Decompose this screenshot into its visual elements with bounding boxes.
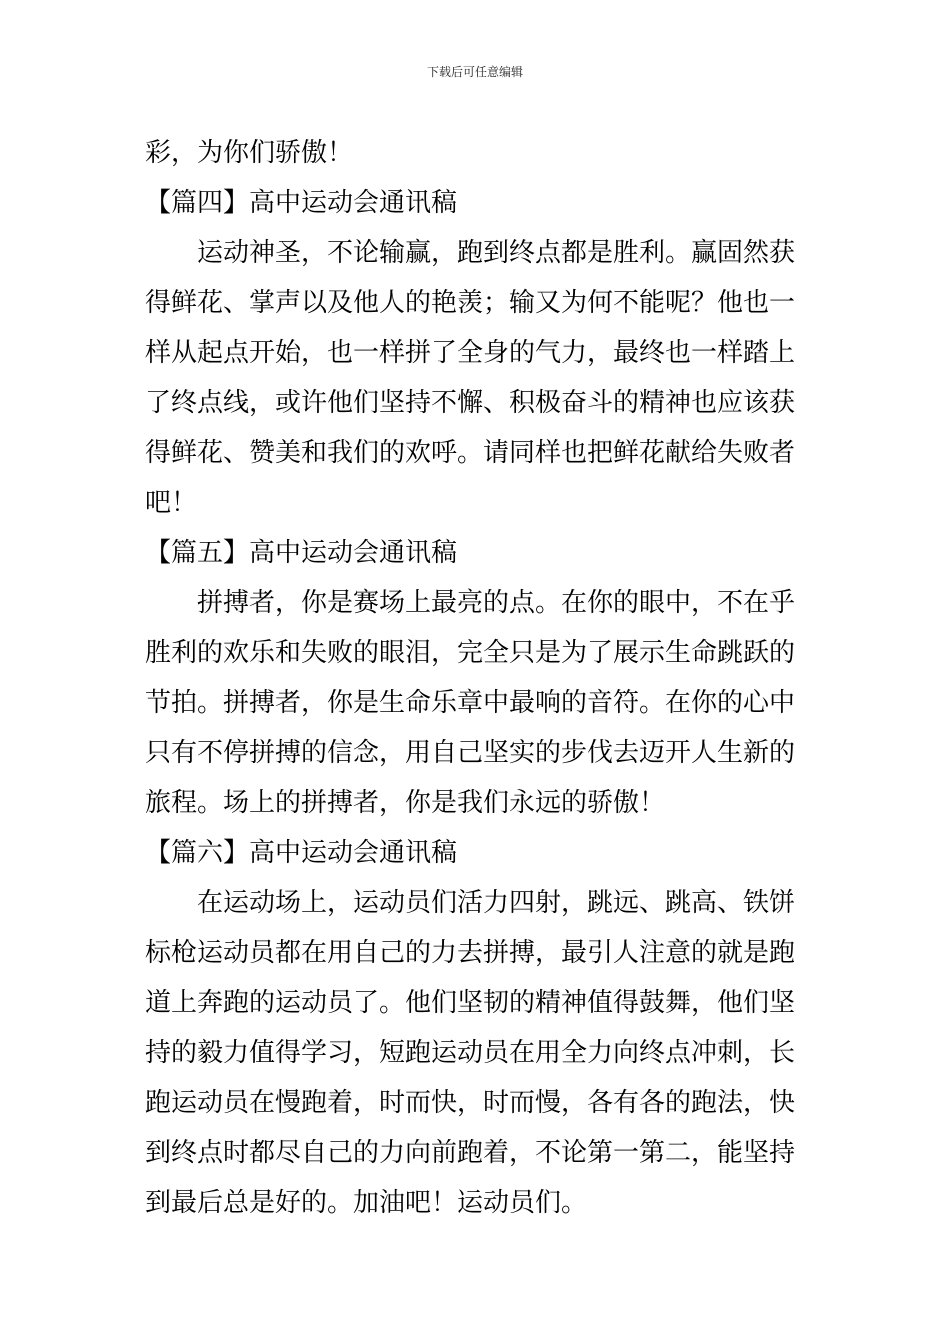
paragraph-first-line: 在运动场上，运动员们活力四射，跳远、跳高、铁饼	[197, 888, 796, 918]
page-header: 下载后可任意编辑	[426, 65, 523, 79]
paragraph-first-line: 运动神圣，不论输赢，跑到终点都是胜利。赢固然获	[197, 238, 796, 268]
section-heading-4: 【篇四】高中运动会通讯稿	[145, 188, 458, 218]
text-line: 胜利的欢乐和失败的眼泪，完全只是为了展示生命跳跃的	[145, 638, 796, 668]
text-line: 到终点时都尽自己的力向前跑着，不论第一第二，能坚持	[145, 1138, 796, 1168]
text-line: 跑运动员在慢跑着，时而快，时而慢，各有各的跑法，快	[145, 1088, 796, 1118]
text-line: 吧！	[145, 488, 198, 518]
document-body	[145, 128, 810, 1228]
text-line: 了终点线，或许他们坚持不懈、积极奋斗的精神也应该获	[145, 388, 796, 418]
text-line: 旅程。场上的拼搏者，你是我们永远的骄傲！	[145, 788, 666, 818]
text-line: 彩，为你们骄傲！	[145, 138, 354, 168]
text-line: 得鲜花、赞美和我们的欢呼。请同样也把鲜花献给失败者	[145, 438, 796, 468]
text-line: 节拍。拼搏者，你是生命乐章中最响的音符。在你的心中	[145, 688, 796, 718]
text-line: 到最后总是好的。加油吧！运动员们。	[145, 1188, 588, 1218]
text-line: 只有不停拼搏的信念，用自己坚实的步伐去迈开人生新的	[145, 738, 796, 768]
text-line: 持的毅力值得学习，短跑运动员在用全力向终点冲刺，长	[145, 1038, 796, 1068]
text-line: 样从起点开始，也一样拼了全身的气力，最终也一样踏上	[145, 338, 796, 368]
section-heading-5: 【篇五】高中运动会通讯稿	[145, 538, 458, 568]
text-line: 标枪运动员都在用自己的力去拼搏，最引人注意的就是跑	[145, 938, 796, 968]
section-heading-6: 【篇六】高中运动会通讯稿	[145, 838, 458, 868]
paragraph-first-line: 拼搏者，你是赛场上最亮的点。在你的眼中，不在乎	[197, 588, 796, 618]
text-line: 道上奔跑的运动员了。他们坚韧的精神值得鼓舞，他们坚	[145, 988, 796, 1018]
text-line: 得鲜花、掌声以及他人的艳羡；输又为何不能呢？他也一	[145, 288, 796, 318]
